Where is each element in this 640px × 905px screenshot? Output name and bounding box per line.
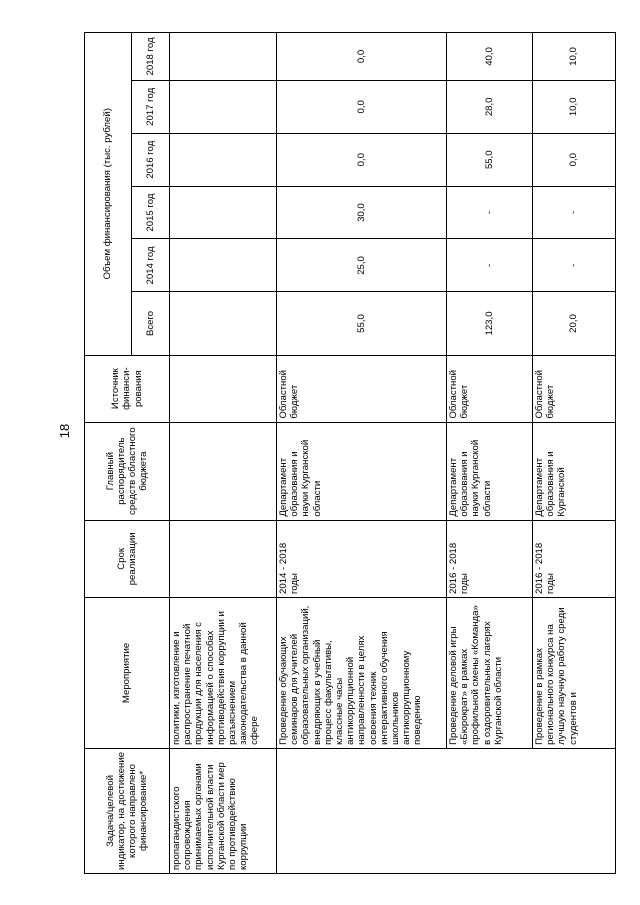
y2016-cell: 0,0: [277, 133, 447, 186]
funding-table: [84, 32, 616, 874]
header-2015: 2015 год: [132, 186, 170, 239]
y2014-cell: -: [533, 239, 616, 292]
y2015-cell: -: [447, 186, 533, 239]
header-manager: Главный распорядитель средств областного бюджета: [85, 422, 170, 520]
y2015-cell: 30,0: [277, 186, 447, 239]
activity-cell: политики, изготовление и распространение печатной продукции для населения с информацией о способах противодействия коррупции и разъяснением законодательства в данной сфере: [170, 598, 277, 749]
period-cell: 2016 - 2018 годы: [533, 520, 616, 597]
total-cell: 123,0: [447, 292, 533, 355]
header-source: Источник финанси-рования: [85, 355, 170, 422]
task-cell-empty: [277, 748, 616, 873]
y2016-cell: 0,0: [533, 133, 616, 186]
table-row: [533, 33, 616, 874]
y2018-cell: 10,0: [533, 33, 616, 81]
y2016-cell: 55,0: [447, 133, 533, 186]
header-total: Всего: [132, 292, 170, 355]
header-activity: Мероприятие: [85, 598, 170, 749]
header-2014: 2014 год: [132, 239, 170, 292]
header-task: Задача/целевой индикатор, на достижение которого направлено финансирование*: [85, 748, 170, 873]
header-2016: 2016 год: [132, 133, 170, 186]
y2018-cell: 40,0: [447, 33, 533, 81]
table-row: [170, 33, 277, 874]
period-cell: [170, 520, 277, 597]
period-cell: 2014 - 2018 годы: [277, 520, 447, 597]
header-2017: 2017 год: [132, 80, 170, 133]
manager-cell: Департамент образования и науки Курганской области: [277, 422, 447, 520]
header-row-main: [85, 33, 132, 874]
y2014-cell: [170, 239, 277, 292]
funding-table-container: [84, 32, 596, 874]
y2014-cell: -: [447, 239, 533, 292]
header-2018: 2018 год: [132, 33, 170, 81]
y2017-cell: 28,0: [447, 80, 533, 133]
page-number: 18: [57, 423, 72, 439]
y2014-cell: 25,0: [277, 239, 447, 292]
source-cell: Областной бюджет: [277, 355, 447, 422]
source-cell: [170, 355, 277, 422]
y2017-cell: [170, 80, 277, 133]
y2016-cell: [170, 133, 277, 186]
y2017-cell: 0,0: [277, 80, 447, 133]
header-period: Срок реализации: [85, 520, 170, 597]
total-cell: [170, 292, 277, 355]
y2015-cell: [170, 186, 277, 239]
manager-cell: Департамент образования и Курганской: [533, 422, 616, 520]
source-cell: Областной бюджет: [447, 355, 533, 422]
y2017-cell: 10,0: [533, 80, 616, 133]
table-row: [277, 33, 447, 874]
period-cell: 2016 - 2018 годы: [447, 520, 533, 597]
activity-cell: Проведение в рамках регионального конкурса на лучшую научную работу среди студентов и: [533, 598, 616, 749]
source-cell: Областной бюджет: [533, 355, 616, 422]
activity-cell: Проведение деловой игры «Бюрократ» в рамках профильной смены «Команда» в оздоровительных лагерях Курганской области: [447, 598, 533, 749]
manager-cell: [170, 422, 277, 520]
table-row: [447, 33, 533, 874]
manager-cell: Департамент образования и науки Курганской области: [447, 422, 533, 520]
total-cell: 20,0: [533, 292, 616, 355]
total-cell: 55,0: [277, 292, 447, 355]
y2018-cell: [170, 33, 277, 81]
header-funding-group: Объем финансирования (тыс. рублей): [85, 33, 132, 356]
y2018-cell: 0,0: [277, 33, 447, 81]
task-cell: пропагандистского сопровождения принимаемых органами исполнительной власти Курганской области мер по противодействию коррупции: [170, 748, 277, 873]
activity-cell: Проведение обучающих семинаров для учителей образовательных организаций, внедряющих в учебный процесс факультативы, классные часы антикоррупционной направленности в целях освоения техник интерактивного обучения школьников антикоррупционному поведению: [277, 598, 447, 749]
y2015-cell: -: [533, 186, 616, 239]
